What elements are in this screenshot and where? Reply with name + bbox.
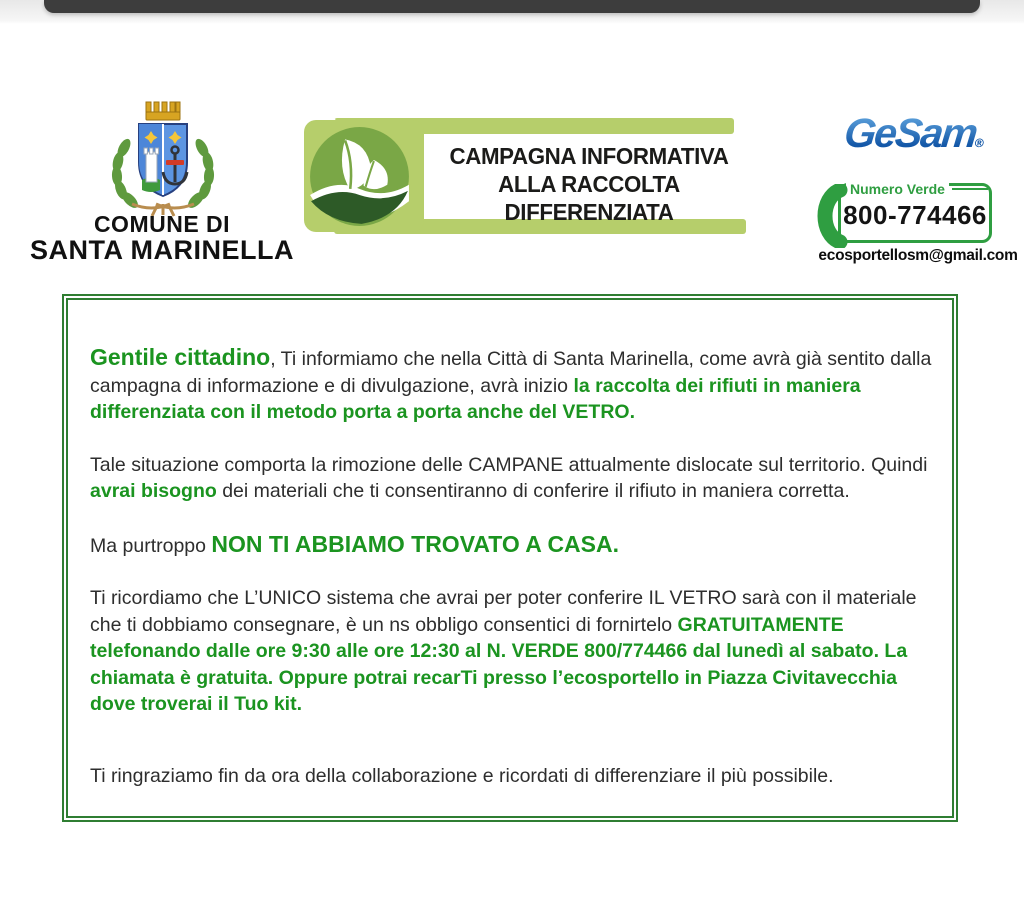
toll-free-label-rule	[952, 188, 988, 190]
banner-title-line1: CAMPAGNA INFORMATIVA	[449, 143, 729, 169]
campaign-banner	[300, 112, 750, 240]
paragraph2-body-1: Tale situazione comporta la rimozione delle CAMPANE attualmente dislocate sul territorio. Quindi	[90, 453, 928, 476]
paragraph3-emphasis: NON TI ABBIAMO TROVATO A CASA.	[211, 530, 620, 557]
greeting-emphasis: Gentile cittadino	[90, 344, 271, 370]
screen-top-bar	[44, 0, 980, 13]
registered-mark: ®	[974, 136, 985, 150]
paragraph-instructions	[90, 585, 938, 718]
toll-free-label: Numero Verde	[846, 181, 949, 197]
paragraph-not-found	[90, 531, 938, 560]
paragraph5-body: Ti ringraziamo fin da ora della collaborazione e ricordati di differenziare il più possibile.	[90, 764, 834, 787]
paragraph1-body: , Ti informiamo che nella Città di Santa Marinella, come avrà già sentito dalla campagna di informazione e di divulgazione, avrà inizio	[90, 348, 932, 397]
municipality-name-line1: COMUNE DI	[93, 211, 231, 237]
municipality-crest-icon	[102, 100, 224, 218]
paragraph3-body: Ma purtroppo	[90, 534, 212, 557]
banner-title-line2: ALLA RACCOLTA DIFFERENZIATA	[498, 171, 680, 225]
gesam-logo	[829, 110, 999, 160]
paragraph1-emphasis: la raccolta dei rifiuti in maniera differenziata con il metodo porta a porta anche del VETRO.	[90, 374, 861, 423]
gesam-logo-text: GeSam	[842, 110, 979, 156]
banner-title	[433, 142, 745, 226]
screen-top-strip	[0, 0, 1024, 24]
paragraph-greeting	[90, 344, 938, 426]
paragraph-thanks	[90, 763, 938, 790]
paragraph4-emphasis: GRATUITAMENTE telefonando dalle ore 9:30 alle ore 12:30 al N. VERDE 800/774466 dal lunedì al sabato. La chiamata è gratuita. Oppure potrai recarTi presso l’ecosportello in Piazza Civitavecchia dove troverai il Tuo kit.	[90, 613, 908, 715]
email-address: ecosportellosm@gmail.com	[818, 247, 1018, 264]
toll-free-number: 800-774466	[843, 200, 987, 230]
municipality-name-line2: SANTA MARINELLA	[30, 235, 294, 266]
paragraph2-emphasis: avrai bisogno	[90, 480, 217, 502]
municipality-name	[8, 212, 316, 264]
letter-box	[62, 294, 958, 822]
paragraph4-body: Ti ricordiamo che L’UNICO sistema che avrai per poter conferire IL VETRO sarà con il materiale che ti dobbiamo consegnare, è un ns obbligo consentici di fornirtelo	[90, 587, 917, 636]
eco-leaf-icon	[308, 125, 411, 228]
paragraph2-body-2: dei materiali che ti consentiranno di conferire il rifiuto in maniera corretta.	[216, 480, 850, 502]
paragraph-campane	[90, 452, 938, 505]
phone-icon	[812, 184, 848, 248]
